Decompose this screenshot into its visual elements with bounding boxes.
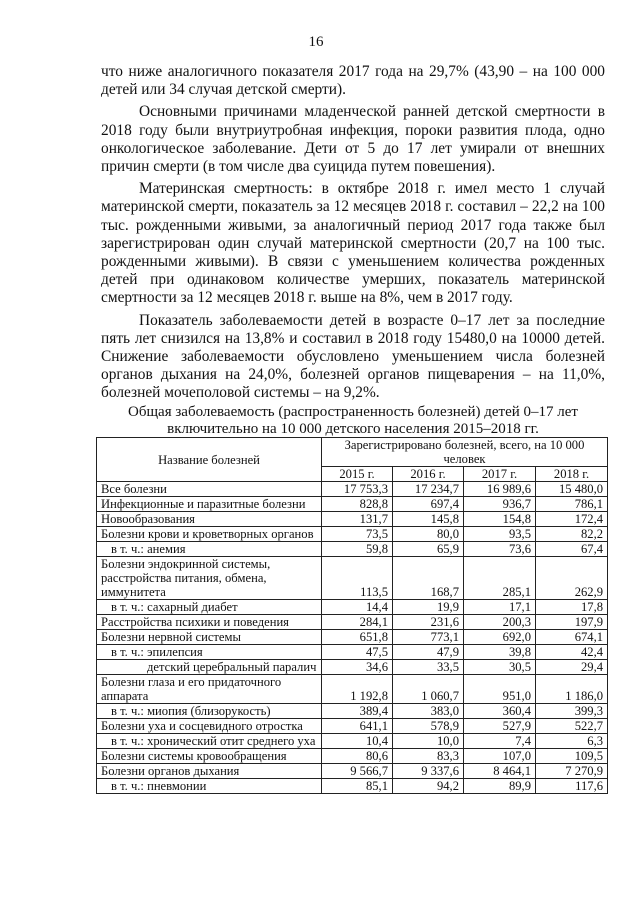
value-cell: 93,5 (464, 527, 536, 542)
value-cell: 107,0 (464, 749, 536, 764)
value-cell: 80,6 (322, 749, 393, 764)
value-cell: 94,2 (393, 779, 464, 794)
value-cell: 578,9 (393, 719, 464, 734)
disease-name-cell: в т. ч.: эпилепсия (97, 645, 322, 660)
disease-name-cell: Болезни уха и сосцевидного отростка (97, 719, 322, 734)
paragraph: что ниже аналогичного показателя 2017 года на 29,7% (43,90 – на 100 000 детей или 34 случая детской смерти). (101, 63, 605, 99)
value-cell: 172,4 (536, 512, 608, 527)
value-cell: 527,9 (464, 719, 536, 734)
value-cell: 1 186,0 (536, 675, 608, 704)
table-row (97, 779, 608, 794)
table-row (97, 749, 608, 764)
table-row (97, 704, 608, 719)
value-cell: 951,0 (464, 675, 536, 704)
value-cell: 82,2 (536, 527, 608, 542)
value-cell: 10,4 (322, 734, 393, 749)
value-cell: 389,4 (322, 704, 393, 719)
header-registered: Зарегистрировано болезней, всего, на 10 000 человек (322, 438, 608, 467)
value-cell: 39,8 (464, 645, 536, 660)
table-row (97, 512, 608, 527)
value-cell: 59,8 (322, 542, 393, 557)
disease-name-cell: Болезни органов дыхания (97, 764, 322, 779)
disease-name-cell: Болезни эндокринной системы, расстройства питания, обмена, иммунитета (97, 557, 322, 600)
value-cell: 80,0 (393, 527, 464, 542)
table-row (97, 527, 608, 542)
disease-name-cell: в т. ч.: миопия (близорукость) (97, 704, 322, 719)
table-row (97, 764, 608, 779)
value-cell: 8 464,1 (464, 764, 536, 779)
header-year: 2015 г. (322, 467, 393, 482)
disease-name-cell: Расстройства психики и поведения (97, 615, 322, 630)
paragraph: Основными причинами младенческой ранней детской смертности в 2018 году были внутриутробная инфекция, пороки развития плода, одно онкологическое заболевание. Дети от 5 до 17 лет умирали от внешних причин смерти (в том числе два суицида путем повешения). (101, 103, 605, 176)
value-cell: 7 270,9 (536, 764, 608, 779)
value-cell: 651,8 (322, 630, 393, 645)
table-row (97, 557, 608, 600)
value-cell: 197,9 (536, 615, 608, 630)
value-cell: 30,5 (464, 660, 536, 675)
table-row (97, 600, 608, 615)
value-cell: 47,9 (393, 645, 464, 660)
value-cell: 383,0 (393, 704, 464, 719)
value-cell: 67,4 (536, 542, 608, 557)
value-cell: 674,1 (536, 630, 608, 645)
value-cell: 42,4 (536, 645, 608, 660)
disease-name-cell: Болезни крови и кроветворных органов (97, 527, 322, 542)
header-year: 2017 г. (464, 467, 536, 482)
value-cell: 786,1 (536, 497, 608, 512)
value-cell: 73,6 (464, 542, 536, 557)
value-cell: 231,6 (393, 615, 464, 630)
value-cell: 522,7 (536, 719, 608, 734)
value-cell: 200,3 (464, 615, 536, 630)
value-cell: 83,3 (393, 749, 464, 764)
header-disease-name: Название болезней (97, 438, 322, 482)
page-number: 16 (308, 34, 324, 50)
value-cell: 14,4 (322, 600, 393, 615)
value-cell: 29,4 (536, 660, 608, 675)
value-cell: 6,3 (536, 734, 608, 749)
value-cell: 285,1 (464, 557, 536, 600)
value-cell: 360,4 (464, 704, 536, 719)
value-cell: 828,8 (322, 497, 393, 512)
value-cell: 262,9 (536, 557, 608, 600)
body-text (101, 63, 605, 407)
value-cell: 16 989,6 (464, 482, 536, 497)
value-cell: 17,8 (536, 600, 608, 615)
table-row (97, 719, 608, 734)
table-row (97, 615, 608, 630)
value-cell: 15 480,0 (536, 482, 608, 497)
disease-name-cell: Новообразования (97, 512, 322, 527)
disease-name-cell: Болезни системы кровообращения (97, 749, 322, 764)
value-cell: 34,6 (322, 660, 393, 675)
disease-name-cell: Болезни глаза и его придаточного аппарата (97, 675, 322, 704)
disease-name-cell: Все болезни (97, 482, 322, 497)
table-row (97, 734, 608, 749)
value-cell: 33,5 (393, 660, 464, 675)
value-cell: 65,9 (393, 542, 464, 557)
value-cell: 131,7 (322, 512, 393, 527)
value-cell: 1 192,8 (322, 675, 393, 704)
disease-name-cell: в т. ч.: хронический отит среднего уха (97, 734, 322, 749)
value-cell: 154,8 (464, 512, 536, 527)
value-cell: 399,3 (536, 704, 608, 719)
paragraph: Материнская смертность: в октябре 2018 г. имел место 1 случай материнской смерти, показатель за 12 месяцев 2018 г. составил – 22,2 на 100 тыс. рожденными живыми, за аналогичный период 2017 года также был зарегистрирован один случай материнской смертности (20,7 на 100 тыс. рожденными живыми). В связи с уменьшением количества рожденных детей при одинаковом количестве умерших, показатель материнской смертности за 12 месяцев 2018 г. выше на 8%, чем в 2017 году. (101, 180, 605, 307)
value-cell: 284,1 (322, 615, 393, 630)
value-cell: 19,9 (393, 600, 464, 615)
disease-name-cell: в т. ч.: пневмонии (97, 779, 322, 794)
value-cell: 89,9 (464, 779, 536, 794)
disease-name-cell: Инфекционные и паразитные болезни (97, 497, 322, 512)
table-row (97, 482, 608, 497)
disease-name-cell: в т. ч.: анемия (97, 542, 322, 557)
table-row (97, 542, 608, 557)
value-cell: 10,0 (393, 734, 464, 749)
table-row (97, 630, 608, 645)
value-cell: 168,7 (393, 557, 464, 600)
value-cell: 17 753,3 (322, 482, 393, 497)
value-cell: 17,1 (464, 600, 536, 615)
disease-name-cell: детский церебральный паралич (97, 660, 322, 675)
value-cell: 47,5 (322, 645, 393, 660)
table-caption: Общая заболеваемость (распространенность болезней) детей 0–17 лет включительно на 10 000 детского населения 2015–2018 гг. (128, 404, 578, 437)
value-cell: 17 234,7 (393, 482, 464, 497)
table-row (97, 660, 608, 675)
value-cell: 697,4 (393, 497, 464, 512)
value-cell: 773,1 (393, 630, 464, 645)
header-year: 2018 г. (536, 467, 608, 482)
value-cell: 85,1 (322, 779, 393, 794)
table-row (97, 645, 608, 660)
value-cell: 109,5 (536, 749, 608, 764)
value-cell: 1 060,7 (393, 675, 464, 704)
value-cell: 936,7 (464, 497, 536, 512)
paragraph: Показатель заболеваемости детей в возрасте 0–17 лет за последние пять лет снизился на 13,8% и составил в 2018 году 15480,0 на 10000 детей. Снижение заболеваемости обусловлено уменьшением числа болезней органов дыхания на 24,0%, болезней органов пищеварения – на 11,0%, болезней мочеполовой системы – на 9,2%. (101, 311, 605, 402)
value-cell: 9 337,6 (393, 764, 464, 779)
value-cell: 7,4 (464, 734, 536, 749)
value-cell: 113,5 (322, 557, 393, 600)
disease-name-cell: Болезни нервной системы (97, 630, 322, 645)
header-year: 2016 г. (393, 467, 464, 482)
table-row (97, 675, 608, 704)
value-cell: 692,0 (464, 630, 536, 645)
value-cell: 117,6 (536, 779, 608, 794)
value-cell: 9 566,7 (322, 764, 393, 779)
value-cell: 145,8 (393, 512, 464, 527)
table-row (97, 497, 608, 512)
value-cell: 73,5 (322, 527, 393, 542)
morbidity-table (96, 437, 608, 794)
disease-name-cell: в т. ч.: сахарный диабет (97, 600, 322, 615)
value-cell: 641,1 (322, 719, 393, 734)
